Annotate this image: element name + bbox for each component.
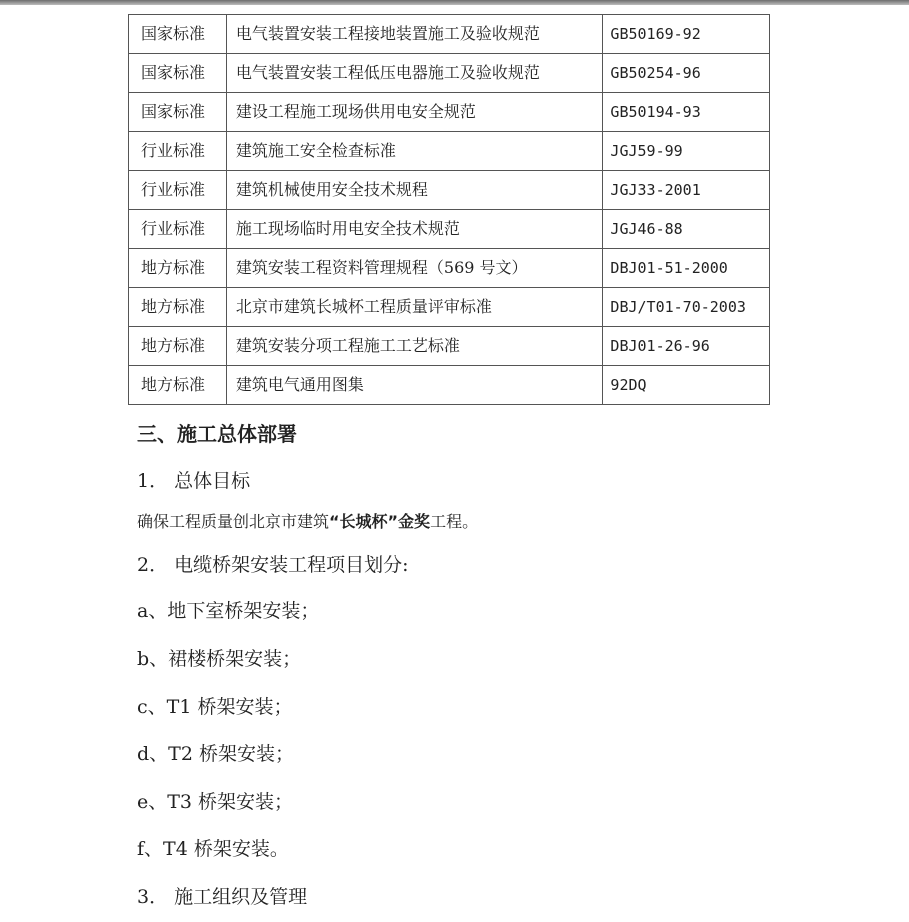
standard-name: 建筑安装分项工程施工工艺标准 <box>226 327 603 366</box>
table-row <box>129 327 770 366</box>
window-top-border <box>0 0 909 5</box>
standard-category: 国家标准 <box>129 15 227 54</box>
list-item: b、裙楼桥架安装； <box>137 648 302 670</box>
section-heading: 三、施工总体部署 <box>137 422 297 446</box>
table-row <box>129 132 770 171</box>
list-item: f、T4 桥架安装。 <box>137 838 289 860</box>
standards-table-body <box>129 15 770 405</box>
standard-code: JGJ46-88 <box>603 210 770 249</box>
standard-category: 行业标准 <box>129 171 227 210</box>
goal-award: “长城杯”金奖 <box>329 512 431 531</box>
list-item: e、T3 桥架安装； <box>137 791 294 813</box>
standard-category: 行业标准 <box>129 210 227 249</box>
list-item: a、地下室桥架安装； <box>137 600 320 622</box>
goal-paragraph <box>137 509 478 532</box>
standard-code: GB50254-96 <box>603 54 770 93</box>
standard-name: 电气装置安装工程接地装置施工及验收规范 <box>226 15 603 54</box>
subsection-heading-division: 2． 电缆桥架安装工程项目划分: <box>137 554 409 576</box>
table-row <box>129 54 770 93</box>
standard-code: DBJ01-26-96 <box>603 327 770 366</box>
standard-code: GB50194-93 <box>603 93 770 132</box>
standard-name: 建筑电气通用图集 <box>226 366 603 405</box>
subsection-heading-organization: 3． 施工组织及管理 <box>137 886 308 908</box>
standards-table <box>128 14 770 405</box>
standard-category: 国家标准 <box>129 93 227 132</box>
standard-code: JGJ33-2001 <box>603 171 770 210</box>
standard-name: 北京市建筑长城杯工程质量评审标准 <box>226 288 603 327</box>
table-row <box>129 15 770 54</box>
standard-category: 地方标准 <box>129 327 227 366</box>
standard-name: 建筑机械使用安全技术规程 <box>226 171 603 210</box>
list-item: c、T1 桥架安装； <box>137 696 293 718</box>
goal-suffix: 工程。 <box>430 512 479 531</box>
subsection-heading-goal: 1． 总体目标 <box>137 470 251 492</box>
table-row <box>129 249 770 288</box>
goal-prefix: 确保工程质量创北京市建筑 <box>137 512 330 531</box>
standard-name: 建筑施工安全检查标准 <box>226 132 603 171</box>
standard-code: GB50169-92 <box>603 15 770 54</box>
standard-category: 地方标准 <box>129 249 227 288</box>
standard-code: JGJ59-99 <box>603 132 770 171</box>
standard-category: 行业标准 <box>129 132 227 171</box>
table-row <box>129 366 770 405</box>
standard-name: 建筑安装工程资料管理规程（569 号文） <box>226 249 603 288</box>
standard-name: 施工现场临时用电安全技术规范 <box>226 210 603 249</box>
standard-category: 地方标准 <box>129 366 227 405</box>
standard-code: DBJ01-51-2000 <box>603 249 770 288</box>
standard-category: 地方标准 <box>129 288 227 327</box>
standard-code: 92DQ <box>603 366 770 405</box>
standard-code: DBJ/T01-70-2003 <box>603 288 770 327</box>
standard-name: 建设工程施工现场供用电安全规范 <box>226 93 603 132</box>
standard-name: 电气装置安装工程低压电器施工及验收规范 <box>226 54 603 93</box>
standard-category: 国家标准 <box>129 54 227 93</box>
table-row <box>129 93 770 132</box>
table-row <box>129 210 770 249</box>
table-row <box>129 288 770 327</box>
table-row <box>129 171 770 210</box>
list-item: d、T2 桥架安装； <box>137 743 294 765</box>
